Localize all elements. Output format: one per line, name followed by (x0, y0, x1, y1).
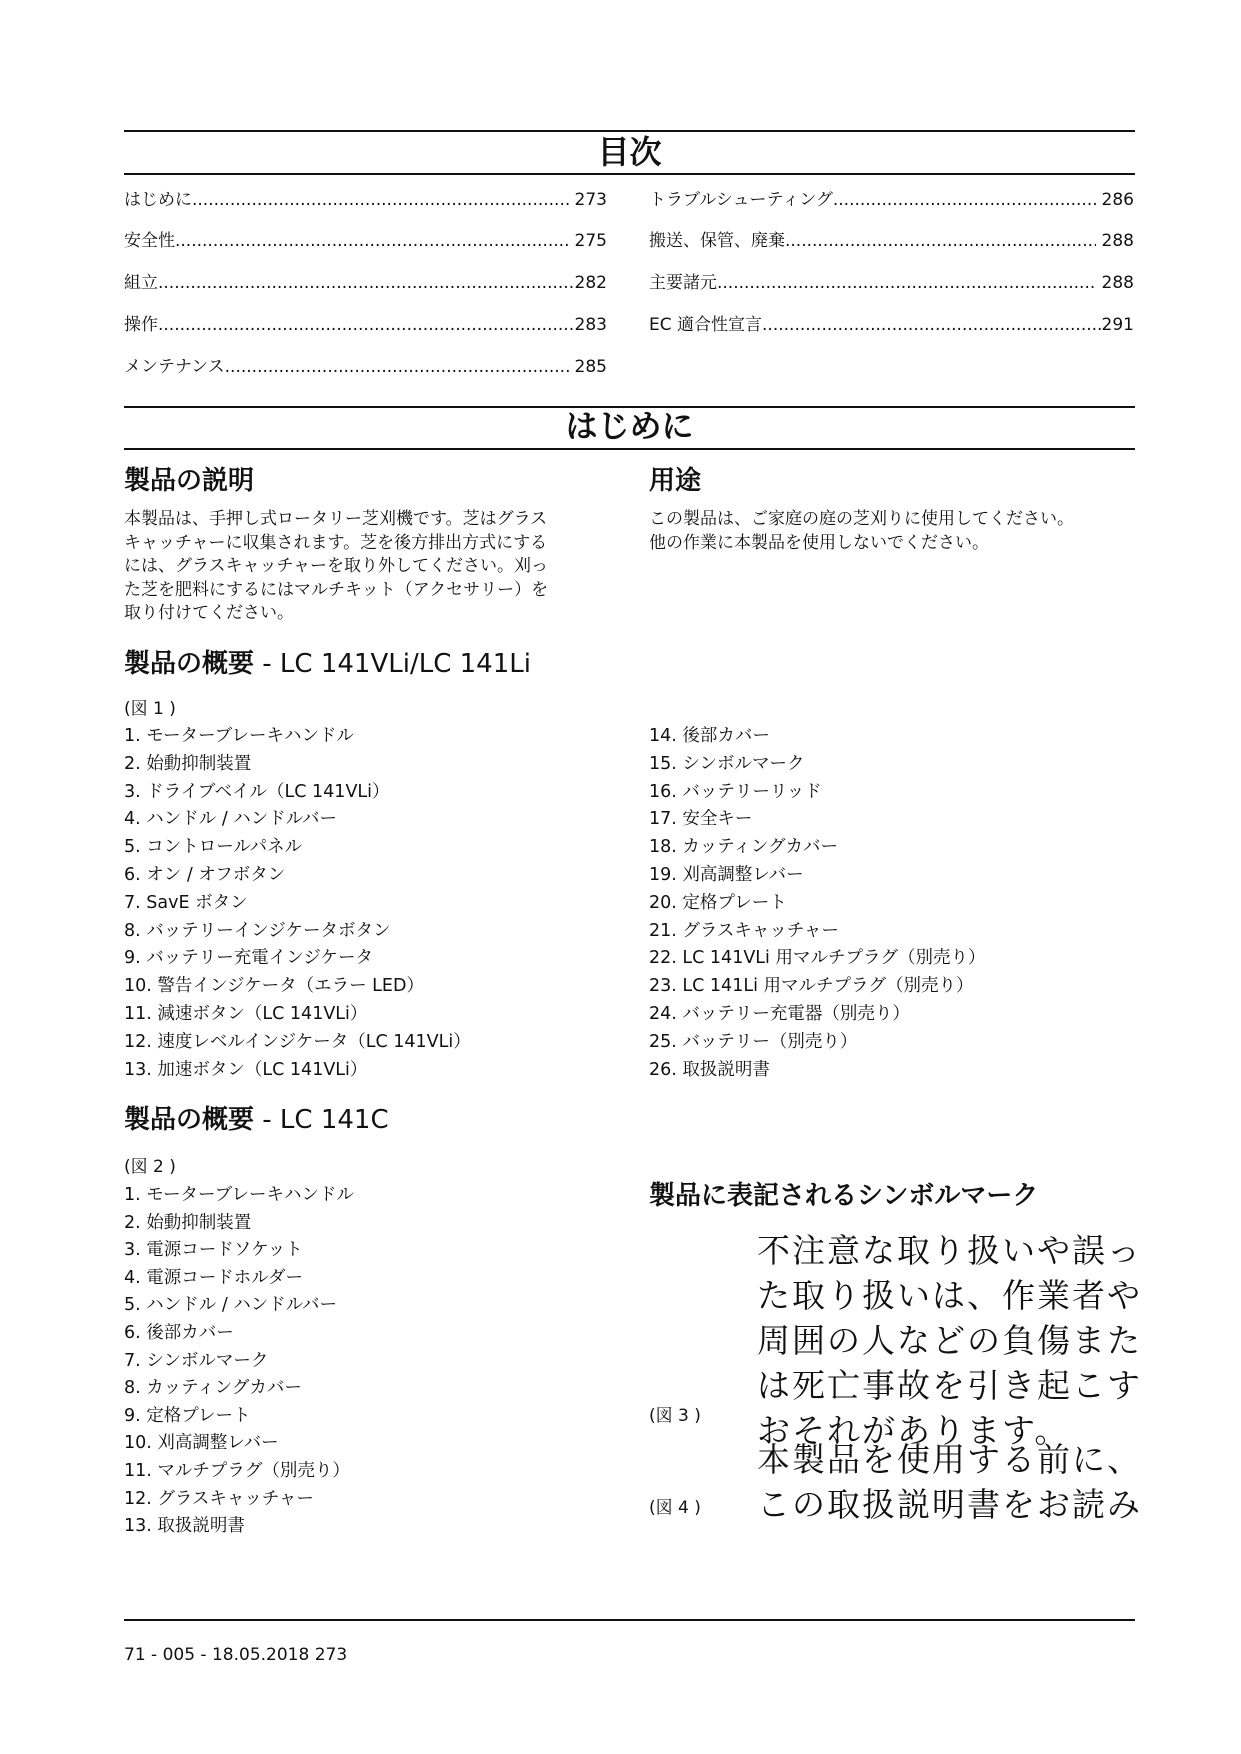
toc-entry-ec-declaration[interactable] (649, 314, 1134, 336)
list-item: 23. LC 141Li 用マルチプラグ（別売り） (649, 976, 974, 997)
overview1-list-left (124, 723, 624, 1084)
list-item: 21. グラスキャッチャー (649, 920, 839, 941)
list-item: 15. シンボルマーク (649, 753, 805, 774)
list-item: 10. 刈高調整レバー (124, 1433, 279, 1454)
toc-entry-specs[interactable] (649, 272, 1134, 294)
list-item: 8. カッティングカバー (124, 1378, 302, 1399)
list-item: 13. 加速ボタン（LC 141VLi） (124, 1059, 368, 1080)
list-item: 18. カッティングカバー (649, 837, 838, 858)
list-item: 2. 始動抑制装置 (124, 1212, 252, 1233)
toc-entry-label: EC 適合性宣言 (649, 315, 763, 335)
list-item: 4. 電源コードホルダー (124, 1267, 304, 1288)
toc-entry-transport[interactable] (649, 230, 1134, 252)
toc-entry-operation[interactable] (124, 314, 607, 336)
overview1-list-right (649, 723, 1135, 1084)
warning-text-1: 不注意な取り扱いや誤っ た取り扱いは、作業者や 周囲の人などの負傷また は死亡事故を引き起こす おそれがあります。 (757, 1231, 1142, 1450)
toc-title: 目次 (597, 133, 662, 171)
overview2-list (124, 1182, 624, 1541)
toc-entry-page: 285 (574, 357, 607, 377)
toc-entry-page: 273 (574, 190, 607, 210)
warning-text-2: 本製品を使用する前に、 この取扱説明書をお読み (757, 1440, 1142, 1524)
figure-3-ref: (図 3 ) (649, 1406, 701, 1426)
list-item: 26. 取扱説明書 (649, 1059, 770, 1080)
list-item: 19. 刈高調整レバー (649, 864, 804, 885)
list-item: 1. モーターブレーキハンドル (124, 726, 354, 746)
list-item: 12. 速度レベルインジケータ（LC 141VLi） (124, 1031, 471, 1052)
list-item: 8. バッテリーインジケータボタン (124, 920, 391, 941)
footer-rule (124, 1619, 1135, 1621)
list-item: 5. ハンドル / ハンドルバー (124, 1295, 338, 1316)
symbols-heading: 製品に表記されるシンボルマーク (649, 1181, 1039, 1211)
list-item: 1. モーターブレーキハンドル (124, 1185, 354, 1205)
list-item: 7. シンボルマーク (124, 1350, 269, 1371)
list-item: 4. ハンドル / ハンドルバー (124, 809, 338, 830)
list-item: 5. コントロールパネル (124, 837, 303, 858)
intro-title: はじめに (565, 407, 694, 445)
figure-1-ref: (図 1 ) (124, 699, 176, 719)
overview1-heading: 製品の概要 - LC 141VLi/LC 141Li (124, 649, 531, 679)
list-item: 2. 始動抑制装置 (124, 753, 252, 774)
toc-entry-page: 282 (574, 273, 607, 293)
intended-use-text: この製品は、ご家庭の庭の芝刈りに使用してください。 他の作業に本製品を使用しないでください。 (649, 509, 1074, 553)
toc-entry-label: はじめに (124, 190, 192, 210)
list-item: 3. 電源コードソケット (124, 1240, 303, 1261)
list-item: 7. SavE ボタン (124, 892, 248, 913)
toc-entry-label: 搬送、保管、廃棄 (649, 231, 785, 251)
list-item: 14. 後部カバー (649, 726, 770, 746)
figure-2-ref: (図 2 ) (124, 1157, 176, 1177)
product-description-text: 本製品は、手押し式ロータリー芝刈機です。芝はグラス キャッチャーに収集されます。芝を後方排出方式にする には、グラスキャッチャーを取り外してください。刈っ た芝を肥料にするにはマルチキット（アクセサリー）を 取り付けてください。 (124, 509, 549, 623)
toc-entry-label: トラブルシューティング (649, 190, 833, 210)
toc-entry-label: メンテナンス (124, 357, 225, 377)
toc-entry-page: 275 (574, 231, 607, 251)
toc-entry-label: 安全性 (124, 231, 175, 251)
overview2-heading: 製品の概要 - LC 141C (124, 1105, 389, 1135)
toc-entry-label: 組立 (124, 273, 158, 293)
list-item: 20. 定格プレート (649, 892, 787, 913)
list-item: 13. 取扱説明書 (124, 1516, 245, 1537)
list-item: 17. 安全キー (649, 809, 753, 830)
toc-entry-label: 主要諸元 (649, 273, 717, 293)
toc-entry-page: 288 (1101, 273, 1134, 293)
list-item: 22. LC 141VLi 用マルチプラグ（別売り） (649, 948, 986, 969)
list-item: 10. 警告インジケータ（エラー LED） (124, 976, 424, 997)
toc-entry-page: 286 (1101, 190, 1134, 210)
toc-entry-intro[interactable] (124, 189, 607, 211)
toc-entry-page: 288 (1101, 231, 1134, 251)
toc-entry-safety[interactable] (124, 230, 607, 252)
toc-entry-assembly[interactable] (124, 272, 607, 294)
list-item: 16. バッテリーリッド (649, 781, 822, 802)
toc-entry-troubleshooting[interactable] (649, 189, 1134, 211)
list-item: 11. 減速ボタン（LC 141VLi） (124, 1003, 368, 1024)
intended-use-heading: 用途 (649, 466, 702, 496)
list-item: 24. バッテリー充電器（別売り） (649, 1003, 910, 1024)
list-item: 9. バッテリー充電インジケータ (124, 948, 373, 969)
list-item: 12. グラスキャッチャー (124, 1488, 314, 1509)
page-footer: 71 - 005 - 18.05.2018 273 (124, 1645, 348, 1665)
intro-bottom-rule (124, 448, 1135, 450)
toc-entry-label: 操作 (124, 315, 158, 335)
product-description-heading: 製品の説明 (124, 466, 255, 496)
toc-bottom-rule (124, 173, 1135, 175)
list-item: 3. ドライブベイル（LC 141VLi） (124, 781, 390, 802)
toc-entry-page: 283 (574, 315, 607, 335)
list-item: 6. オン / オフボタン (124, 864, 286, 885)
list-item: 9. 定格プレート (124, 1405, 251, 1426)
toc-entry-maintenance[interactable] (124, 356, 607, 378)
list-item: 25. バッテリー（別売り） (649, 1031, 858, 1052)
toc-entry-page: 291 (1101, 315, 1134, 335)
list-item: 11. マルチプラグ（別売り） (124, 1460, 350, 1481)
figure-4-ref: (図 4 ) (649, 1498, 701, 1518)
list-item: 6. 後部カバー (124, 1322, 234, 1343)
